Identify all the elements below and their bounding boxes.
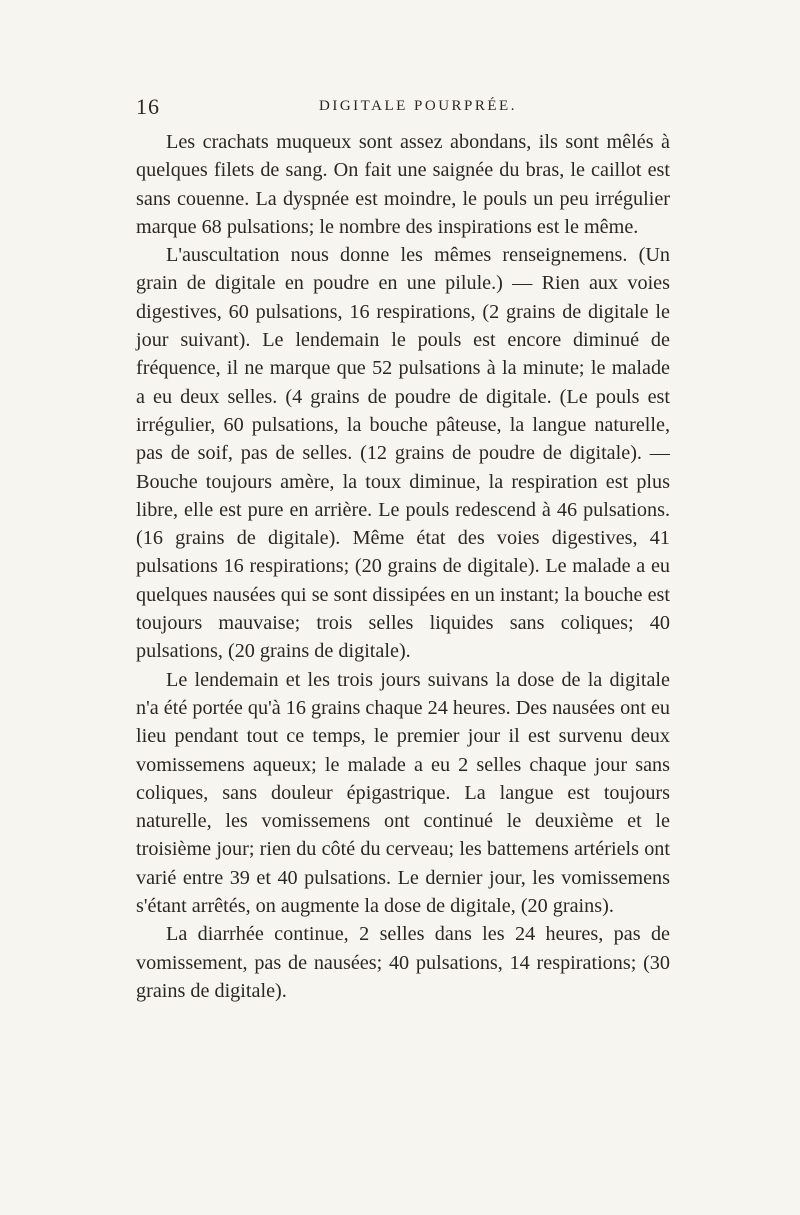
paragraph: L'auscultation nous donne les mêmes renseignemens. (Un grain de digitale en poudre en une pilule.) — Rien aux voies digestives, 60 pulsations, 16 respirations, (2 grains de digitale le jour suivant). Le lendemain le pouls est encore diminué de fréquence, il ne marque que 52 pulsations à la minute; le malade a eu deux selles. (4 grains de poudre de digitale. (Le pouls est irrégulier, 60 pulsations, la bouche pâteuse, la langue naturelle, pas de soif, pas de selles. (12 grains de poudre de digitale). — Bouche toujours amère, la toux diminue, la respiration est plus libre, elle est pure en arrière. Le pouls redescend à 46 pulsations. (16 grains de digitale). Même état des voies digestives, 41 pulsations 16 respirations; (20 grains de digitale). Le malade a eu quelques nausées qui se sont dissipées en un instant; la bouche est toujours mauvaise; trois selles liquides sans coliques; 40 pulsations, (20 grains de digitale). [136, 244, 670, 663]
paragraph: Les crachats muqueux sont assez abondans, ils sont mêlés à quelques filets de sang. On fait une saignée du bras, le caillot est sans couenne. La dyspnée est moindre, le pouls un peu irrégulier marque 68 pulsations; le nombre des inspirations est le même. [136, 131, 670, 238]
paragraph: La diarrhée continue, 2 selles dans les 24 heures, pas de vomissement, pas de nausées; 40 pulsations, 14 respirations; (30 grains de digitale). [136, 923, 670, 1002]
page-number: 16 [136, 94, 160, 119]
running-head: DIGITALE POURPRÉE. [319, 98, 517, 114]
paragraph: Le lendemain et les trois jours suivans la dose de la digitale n'a été portée qu'à 16 grains chaque 24 heures. Des nausées ont eu lieu pendant tout ce temps, le premier jour il est survenu deux vomissemens aqueux; le malade a eu 2 selles chaque jour sans coliques, sans douleur épigastrique. La langue est toujours naturelle, les vomissemens ont continué le deuxième et le troisième jour; rien du côté du cerveau; les battemens artériels ont varié entre 39 et 40 pulsations. Le dernier jour, les vomissemens s'étant arrêtés, on augmente la dose de digitale, (20 grains). [136, 668, 670, 918]
body-text [136, 128, 670, 1005]
page-header [136, 94, 670, 120]
